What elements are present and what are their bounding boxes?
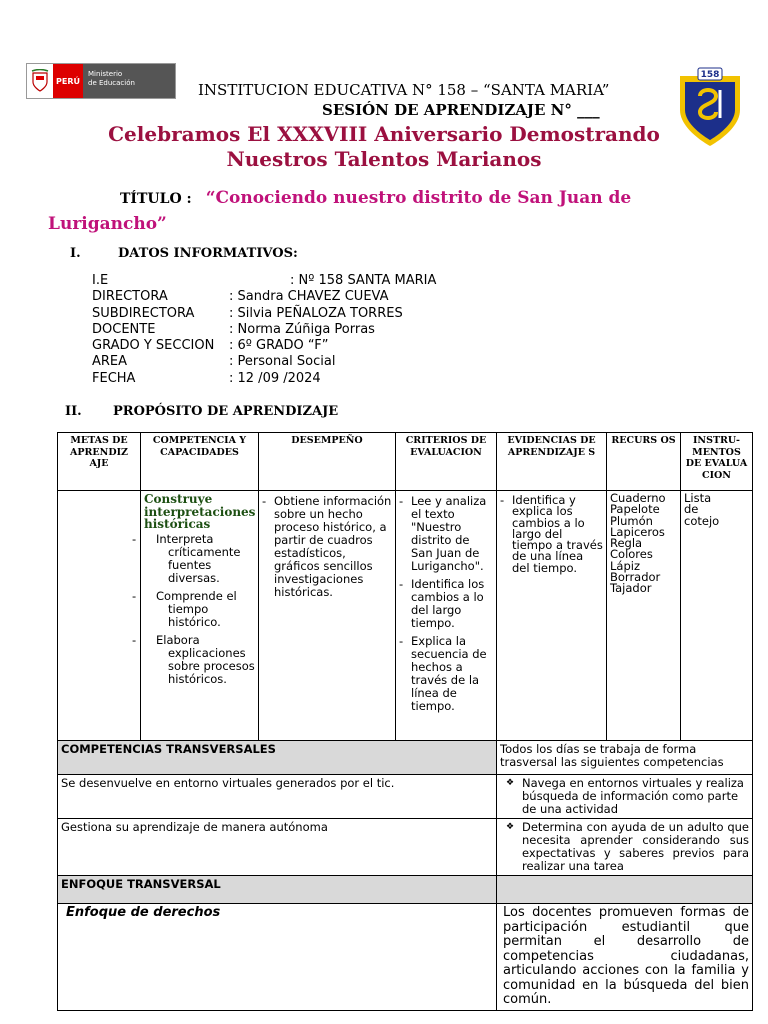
peru-label: PERÚ [53,64,83,98]
transversal-competence: Se desenvuelve en entorno virtuales generados por el tic. [58,775,497,819]
info-block [92,273,437,387]
resources-cell [607,491,681,741]
focus-heading-blank [497,876,753,904]
info-row-docente: DOCENTE : Norma Zúñiga Porras [92,321,375,337]
event-title: Celebramos El XXXVIII Aniversario Demostrando Nuestros Talentos Marianos [108,122,660,171]
info-row-ie: I.E : Nº 158 SANTA MARIA [92,273,437,288]
col-header-desempeno: DESEMPEÑO [259,433,396,491]
resource-item: Regla [610,536,643,551]
info-row-directora: DIRECTORA : Sandra CHAVEZ CUEVA [92,289,389,305]
info-row-grado: GRADO Y SECCION : 6º GRADO “F” [92,338,329,354]
competence-cell [141,491,259,741]
focus-description: Los docentes promueven formas de participación estudiantil que permitan el desarrollo de competencias ciudadanas, articulando acciones con la familia y comunidad en la búsqueda del bien común. [497,904,753,1011]
transversal-intro: Todos los días se trabaja de forma trasversal las siguientes competencias [497,741,753,775]
info-row-area: AREA : Personal Social [92,354,336,370]
minedu-logo [26,63,176,99]
resource-item: Cuaderno [610,491,666,505]
criteria-cell [396,491,497,741]
transversal-competence: Gestiona su aprendizaje de manera autónoma [58,819,497,876]
session-title: SESIÓN DE APRENDIZAJE N° ___ [322,101,600,119]
section-datos-heading: I. DATOS INFORMATIVOS: [70,246,298,261]
table-header-row [58,433,753,491]
resource-item: Lápiz [610,558,640,573]
transversal-detail: ❖ Navega en entornos virtuales y realiza búsqueda de información como parte de una actividad [497,775,753,819]
peru-shield-icon [27,64,53,98]
col-header-criterios: CRITERIOS DE EVALUACION [396,433,497,491]
info-row-fecha: FECHA : 12 /09 /2024 [92,370,321,386]
criteria-item: - Identifica los cambios a lo del largo tiempo. [399,578,493,630]
title-value: “Conociendo nuestro distrito de San Juan de Lurigancho” [48,188,632,234]
resource-item: Tajador [610,581,652,596]
learning-table [57,432,753,1011]
col-header-instrumentos: INSTRU- MENTOS DE EVALUA CION [681,433,753,491]
resource-item: Lapiceros [610,524,665,539]
svg-text:158: 158 [700,70,720,80]
capacity-item: - Comprende el tiempo histórico. [144,590,255,629]
focus-name: Enfoque de derechos [58,904,497,1011]
resource-item: Colores [610,547,653,562]
resource-item: Borrador [610,570,661,585]
performance-item: - Obtiene información sobre un hecho proceso histórico, a partir de cuadros estadísticos, gráficos sencillos investigaciones históricas. [262,495,392,599]
capacity-item: - Elabora explicaciones sobre procesos históricos. [144,634,255,686]
ministry-label: Ministerio de Educación [83,64,175,98]
transversal-heading: COMPETENCIAS TRANSVERSALES [58,741,497,775]
focus-heading: ENFOQUE TRANSVERSAL [58,876,497,904]
evidence-item: - Identifica y explica los cambios a lo largo del tiempo a través de una línea del tiempo. [500,495,603,574]
transversal-heading-row [58,741,753,775]
table-row [58,775,753,819]
section-proposito-heading: II. PROPÓSITO DE APRENDIZAJE [65,404,339,419]
lesson-title [48,186,728,237]
resource-item: Papelote [610,502,660,517]
performance-cell [259,491,396,741]
col-header-competencia: COMPETENCIA Y CAPACIDADES [141,433,259,491]
col-header-metas: METAS DE APRENDIZ AJE [58,433,141,491]
criteria-item: - Lee y analiza el texto "Nuestro distrito de San Juan de Lurigancho". [399,495,493,573]
table-row [58,904,753,1011]
institution-name: INSTITUCION EDUCATIVA N° 158 – “SANTA MARIA” [198,81,610,99]
info-row-subdirectora: SUBDIRECTORA : Silvia PEÑALOZA TORRES [92,305,403,321]
competence-title: Construye interpretaciones históricas [144,492,256,531]
transversal-detail: ❖ Determina con ayuda de un adulto que necesita aprender considerando sus expectativas y saberes previos para realizar una tarea [497,819,753,876]
metas-cell [58,491,141,741]
instruments-cell: Lista de cotejo [681,491,753,741]
capacity-item: - Interpreta críticamente fuentes diversas. [144,533,255,585]
col-header-recursos: RECURS OS [607,433,681,491]
table-row [58,491,753,741]
col-header-evidencias: EVIDENCIAS DE APRENDIZAJE S [497,433,607,491]
evidence-cell [497,491,607,741]
focus-heading-row [58,876,753,904]
resource-item: Plumón [610,513,653,528]
criteria-item: - Explica la secuencia de hechos a través de la línea de tiempo. [399,635,493,713]
table-row [58,819,753,876]
title-label: TÍTULO : [120,191,192,207]
